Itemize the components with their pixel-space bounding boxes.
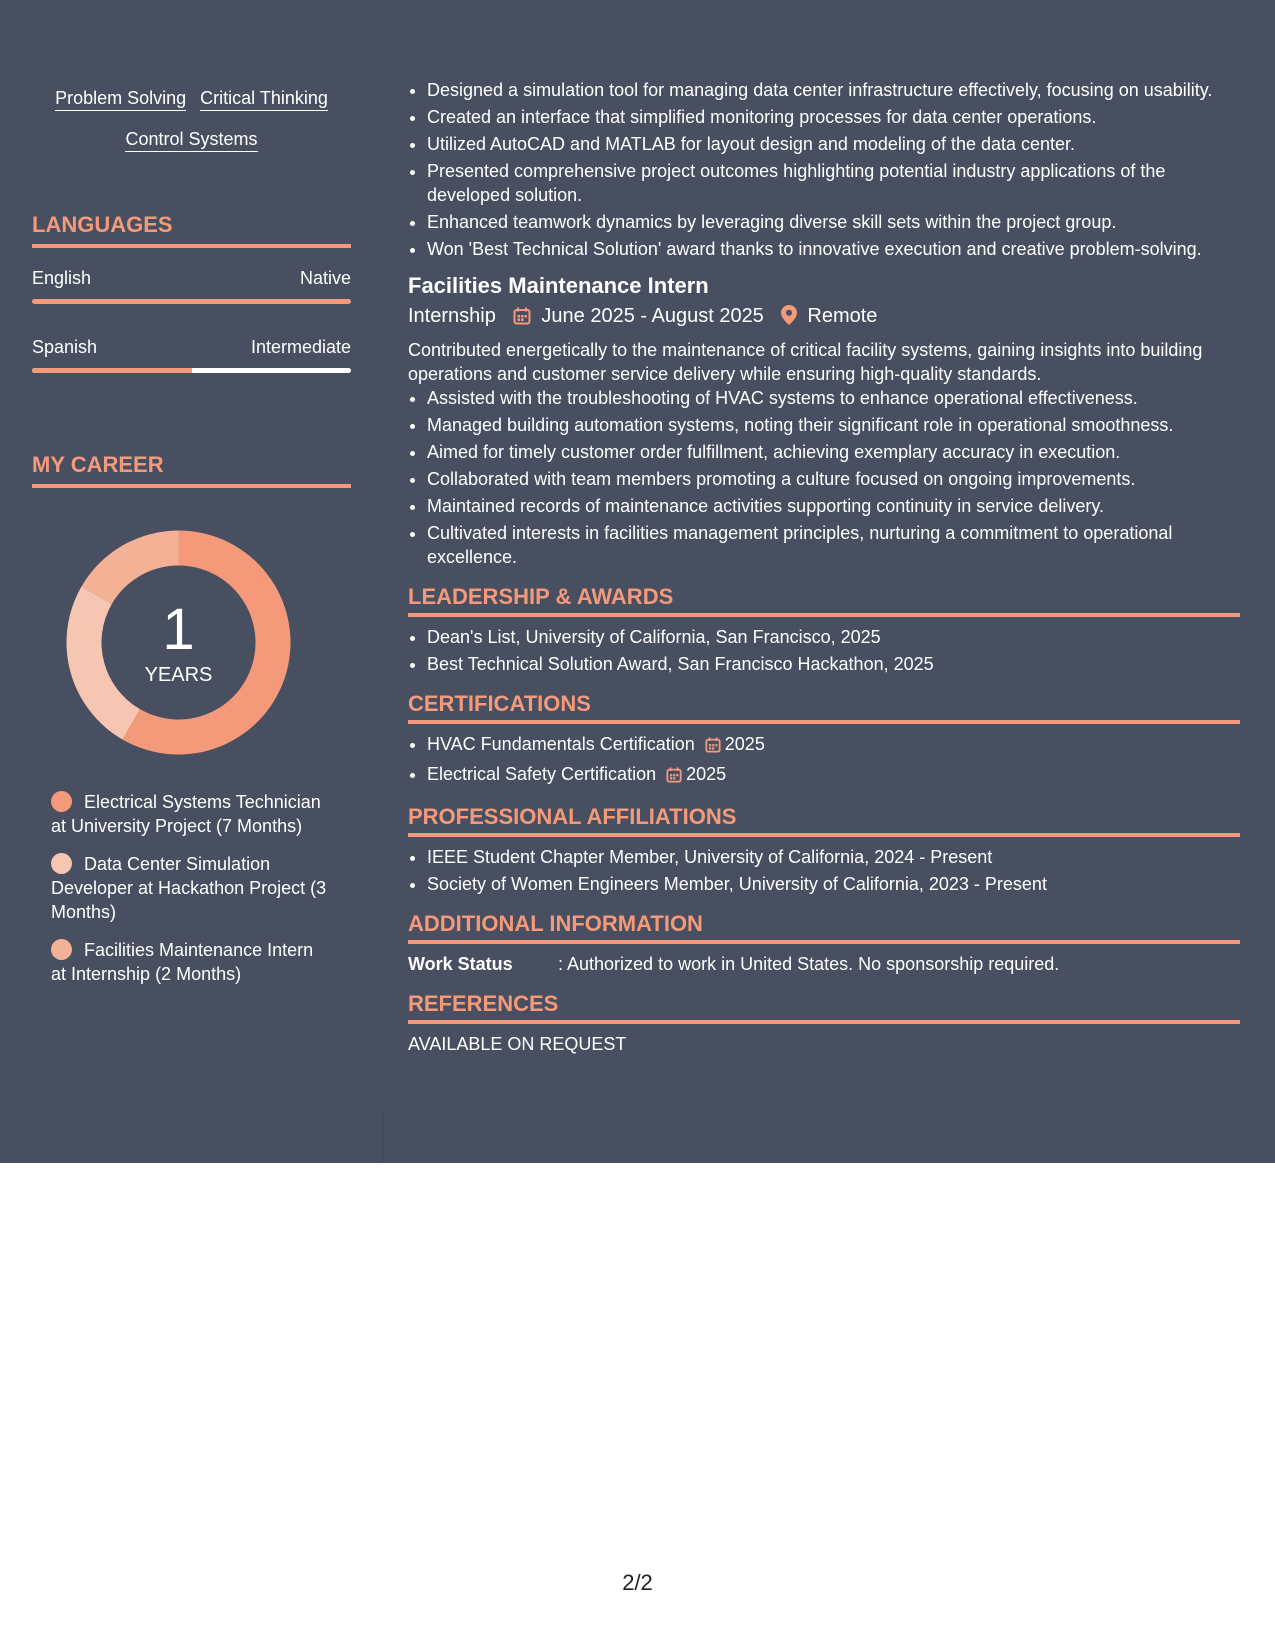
language-bar-fill <box>32 299 351 304</box>
certification-year: 2025 <box>686 764 727 784</box>
job-company: Internship <box>408 305 496 327</box>
job-bullet: • Collaborated with team members promoting a culture focused on ongoing improvements. <box>427 467 1240 491</box>
job-title: Facilities Maintenance Intern <box>408 273 709 298</box>
leadership-item: • Dean's List, University of California, San Francisco, 2025 <box>427 625 1240 649</box>
language-bar <box>32 299 351 304</box>
project-bullet: • Won 'Best Technical Solution' award thanks to innovative execution and creative problem-solving. <box>427 237 1240 261</box>
affiliations-heading: PROFESSIONAL AFFILIATIONS <box>408 803 1240 837</box>
project-bullet: • Designed a simulation tool for managing data center infrastructure effectively, focusing on usability. <box>427 78 1240 102</box>
legend-dot <box>51 939 72 960</box>
project-bullets <box>408 78 1240 261</box>
job-bullets <box>408 386 1240 569</box>
work-status-value: : Authorized to work in United States. No sponsorship required. <box>558 954 1060 974</box>
references-text: AVAILABLE ON REQUEST <box>408 1034 627 1054</box>
skill-tag: Control Systems <box>125 129 257 152</box>
job-meta <box>408 301 1240 334</box>
language-level: Native <box>299 268 351 288</box>
certification-year: 2025 <box>724 734 765 754</box>
career-legend-text: Facilities Maintenance Intern at Internship (2 Months) <box>51 940 314 984</box>
affiliations-list <box>408 845 1240 896</box>
language-row <box>32 337 351 359</box>
additional-heading: ADDITIONAL INFORMATION <box>408 910 1240 944</box>
leadership-item: • Best Technical Solution Award, San Francisco Hackathon, 2025 <box>427 652 1240 676</box>
legend-dot <box>51 791 72 812</box>
language-row <box>32 268 351 290</box>
career-legend-item <box>51 852 331 924</box>
job-bullet: • Assisted with the troubleshooting of HVAC systems to enhance operational effectiveness. <box>427 386 1240 410</box>
location-pin-icon <box>781 304 797 334</box>
job-description: Contributed energetically to the maintenance of critical facility systems, gaining insights into building operations and customer service delivery while ensuring high-quality standards. <box>408 340 1203 384</box>
language-name: English <box>32 268 92 288</box>
certifications-list <box>408 732 1240 789</box>
project-bullet: • Utilized AutoCAD and MATLAB for layout design and modeling of the data center. <box>427 132 1240 156</box>
certification-name: Electrical Safety Certification <box>427 764 657 784</box>
references-heading: REFERENCES <box>408 990 1240 1024</box>
certification-item <box>427 732 1240 759</box>
language-bar-fill <box>32 368 192 373</box>
language-bar <box>32 368 351 373</box>
work-status-label: Work Status <box>408 954 513 974</box>
leadership-heading: LEADERSHIP & AWARDS <box>408 583 1240 617</box>
career-total-value: 1 <box>162 597 195 662</box>
page-number: 2/2 <box>622 1570 653 1595</box>
right-column <box>408 78 1240 1056</box>
career-legend-text: Data Center Simulation Developer at Hackathon Project (3 Months) <box>51 854 327 922</box>
job-dates: June 2025 - August 2025 <box>541 305 764 327</box>
skill-tag: Problem Solving <box>55 88 186 111</box>
project-bullet: • Enhanced teamwork dynamics by leveraging diverse skill sets within the project group. <box>427 210 1240 234</box>
skill-tag: Critical Thinking <box>200 88 328 111</box>
certifications-heading: CERTIFICATIONS <box>408 690 1240 724</box>
language-name: Spanish <box>32 337 98 357</box>
calendar-icon <box>705 735 721 759</box>
certification-name: HVAC Fundamentals Certification <box>427 734 695 754</box>
project-bullet: • Created an interface that simplified monitoring processes for data center operations. <box>427 105 1240 129</box>
career-legend-item <box>51 790 331 838</box>
skills-list <box>32 88 351 170</box>
job-location: Remote <box>807 305 878 327</box>
job-bullet: • Cultivated interests in facilities management principles, nurturing a commitment to operational excellence. <box>427 521 1240 569</box>
affiliation-item: • Society of Women Engineers Member, University of California, 2023 - Present <box>427 872 1240 896</box>
legend-dot <box>51 853 72 874</box>
column-divider <box>382 1112 383 1163</box>
job-bullet: • Aimed for timely customer order fulfillment, achieving exemplary accuracy in execution. <box>427 440 1240 464</box>
career-legend-text: Electrical Systems Technician at University Project (7 Months) <box>51 792 321 836</box>
donut-slice <box>82 531 179 605</box>
languages-heading: LANGUAGES <box>32 212 351 248</box>
leadership-list <box>408 625 1240 676</box>
project-bullet: • Presented comprehensive project outcomes highlighting potential industry applications of the developed solution. <box>427 159 1240 207</box>
career-heading: MY CAREER <box>32 452 351 488</box>
certification-item <box>427 762 1240 789</box>
job-bullet: • Managed building automation systems, noting their significant role in operational smoothness. <box>427 413 1240 437</box>
calendar-icon <box>513 304 531 334</box>
work-status-row <box>408 952 1240 976</box>
career-legend <box>51 790 331 1000</box>
calendar-icon <box>666 765 682 789</box>
career-total-unit: YEARS <box>144 664 213 686</box>
career-legend-item <box>51 938 331 986</box>
affiliation-item: • IEEE Student Chapter Member, University of California, 2024 - Present <box>427 845 1240 869</box>
job-bullet: • Maintained records of maintenance activities supporting continuity in service delivery. <box>427 494 1240 518</box>
language-level: Intermediate <box>250 337 351 357</box>
